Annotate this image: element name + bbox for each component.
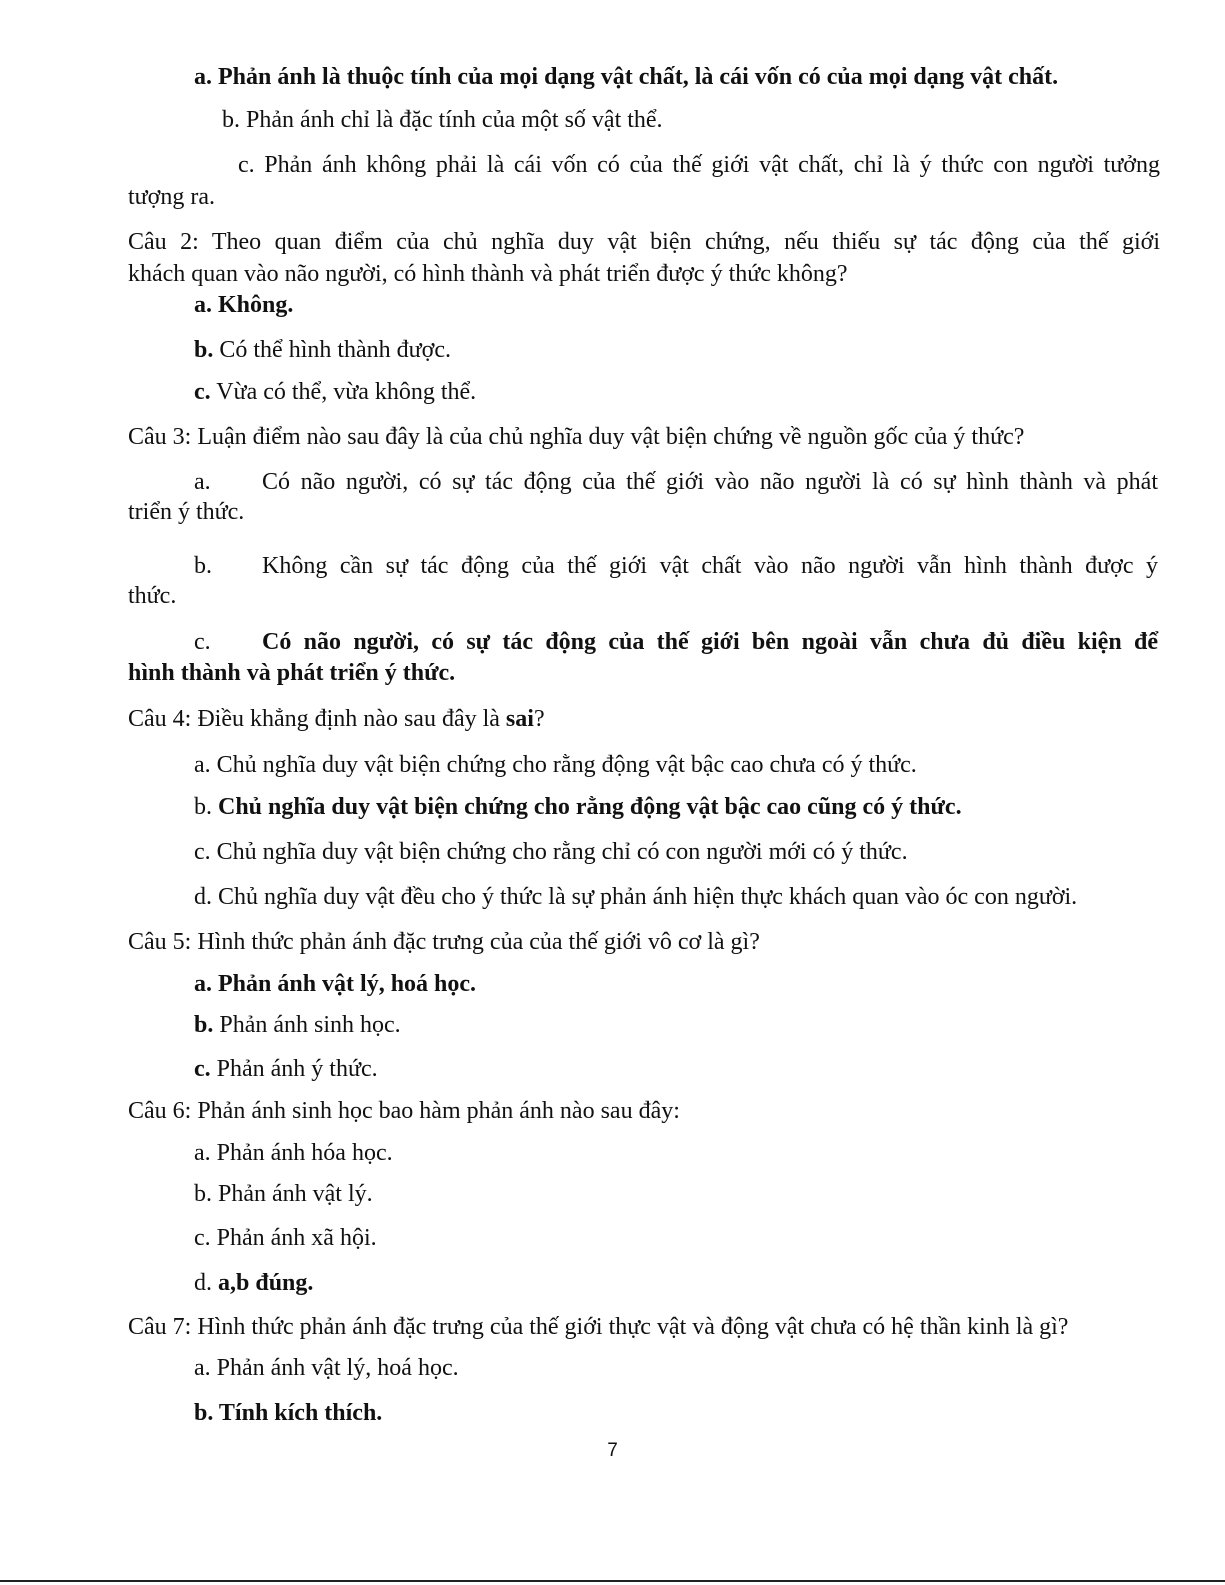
q3-option-b-line1: Không cần sự tác động của thế giới vật chất vào não người vẫn hình thành được ý bbox=[262, 553, 1158, 579]
q5-stem: Câu 5: Hình thức phản ánh đặc trưng của của thế giới vô cơ là gì? bbox=[128, 929, 760, 955]
q3-option-a-line2: triển ý thức. bbox=[128, 499, 245, 525]
q1-option-b: b. Phản ánh chỉ là đặc tính của một số vật thể. bbox=[222, 107, 663, 133]
q3-option-a-letter: a. bbox=[194, 469, 211, 495]
q5-option-b-text: Phản ánh sinh học. bbox=[213, 1012, 401, 1038]
q1-option-a: a. Phản ánh là thuộc tính của mọi dạng vật chất, là cái vốn có của mọi dạng vật chất. bbox=[194, 64, 1059, 90]
q3-option-c-line2: hình thành và phát triển ý thức. bbox=[128, 660, 456, 686]
q5-option-b-letter: b. bbox=[194, 1012, 214, 1038]
q2-option-c-text: Vừa có thể, vừa không thể. bbox=[210, 379, 477, 405]
q2-option-b-text: Có thể hình thành được. bbox=[213, 337, 452, 363]
q5-option-c-text: Phản ánh ý thức. bbox=[210, 1056, 378, 1082]
q2-stem-line1: Câu 2: Theo quan điểm của chủ nghĩa duy vật biện chứng, nếu thiếu sự tác động của thế giới bbox=[128, 229, 1160, 255]
q1-option-c-line1: c. Phản ánh không phải là cái vốn có của thế giới vật chất, chỉ là ý thức con người tưởng bbox=[238, 152, 1160, 178]
q4-stem-emphasis: sai bbox=[505, 706, 534, 732]
q3-option-c-letter: c. bbox=[194, 629, 211, 655]
q6-option-d-letter: d. bbox=[194, 1270, 218, 1296]
q2-option-b bbox=[194, 335, 451, 365]
q3-option-b-letter: b. bbox=[194, 553, 212, 579]
q2-option-c-letter: c. bbox=[194, 379, 211, 405]
q6-option-d-text: a,b đúng. bbox=[218, 1270, 314, 1296]
q2-stem-line2: khách quan vào não người, có hình thành và phát triển được ý thức không? bbox=[128, 261, 848, 287]
q4-option-b-text: Chủ nghĩa duy vật biện chứng cho rằng động vật bậc cao cũng có ý thức. bbox=[218, 794, 962, 820]
q3-stem: Câu 3: Luận điểm nào sau đây là của chủ nghĩa duy vật biện chứng về nguồn gốc của ý thức? bbox=[128, 424, 1025, 450]
q6-option-d bbox=[194, 1268, 313, 1298]
q4-option-c: c. Chủ nghĩa duy vật biện chứng cho rằng chỉ có con người mới có ý thức. bbox=[194, 839, 908, 865]
q4-stem bbox=[128, 704, 545, 734]
q6-option-a: a. Phản ánh hóa học. bbox=[194, 1140, 393, 1166]
q5-option-c-letter: c. bbox=[194, 1056, 211, 1082]
page-number: 7 bbox=[607, 1440, 618, 1461]
q2-option-b-letter: b. bbox=[194, 337, 214, 363]
q4-option-a: a. Chủ nghĩa duy vật biện chứng cho rằng động vật bậc cao chưa có ý thức. bbox=[194, 752, 917, 778]
q7-stem: Câu 7: Hình thức phản ánh đặc trưng của thế giới thực vật và động vật chưa có hệ thần kinh là gì? bbox=[128, 1314, 1069, 1340]
q4-stem-text: Câu 4: Điều khẳng định nào sau đây là bbox=[128, 706, 506, 732]
q6-option-c: c. Phản ánh xã hội. bbox=[194, 1225, 377, 1251]
q3-option-c-line1: Có não người, có sự tác động của thế giới bên ngoài vẫn chưa đủ điều kiện để bbox=[262, 629, 1158, 655]
q4-option-b bbox=[194, 792, 962, 822]
q5-option-c bbox=[194, 1054, 378, 1084]
q5-option-a: a. Phản ánh vật lý, hoá học. bbox=[194, 971, 477, 997]
q4-option-b-letter: b. bbox=[194, 794, 218, 820]
q3-option-b-line2: thức. bbox=[128, 583, 177, 609]
q2-option-a: a. Không. bbox=[194, 292, 294, 318]
q1-option-c-line2: tượng ra. bbox=[128, 184, 216, 210]
q6-option-b: b. Phản ánh vật lý. bbox=[194, 1181, 373, 1207]
q5-option-b bbox=[194, 1010, 401, 1040]
q6-stem: Câu 6: Phản ánh sinh học bao hàm phản ánh nào sau đây: bbox=[128, 1098, 680, 1124]
bottom-divider bbox=[0, 1580, 1225, 1582]
q2-option-c bbox=[194, 377, 476, 407]
q4-option-d: d. Chủ nghĩa duy vật đều cho ý thức là sự phản ánh hiện thực khách quan vào óc con người. bbox=[194, 884, 1078, 910]
q7-option-b: b. Tính kích thích. bbox=[194, 1400, 383, 1426]
q3-option-a-line1: Có não người, có sự tác động của thế giới vào não người là có sự hình thành và phát bbox=[262, 469, 1158, 495]
q7-option-a: a. Phản ánh vật lý, hoá học. bbox=[194, 1355, 459, 1381]
q4-stem-end: ? bbox=[533, 706, 545, 732]
